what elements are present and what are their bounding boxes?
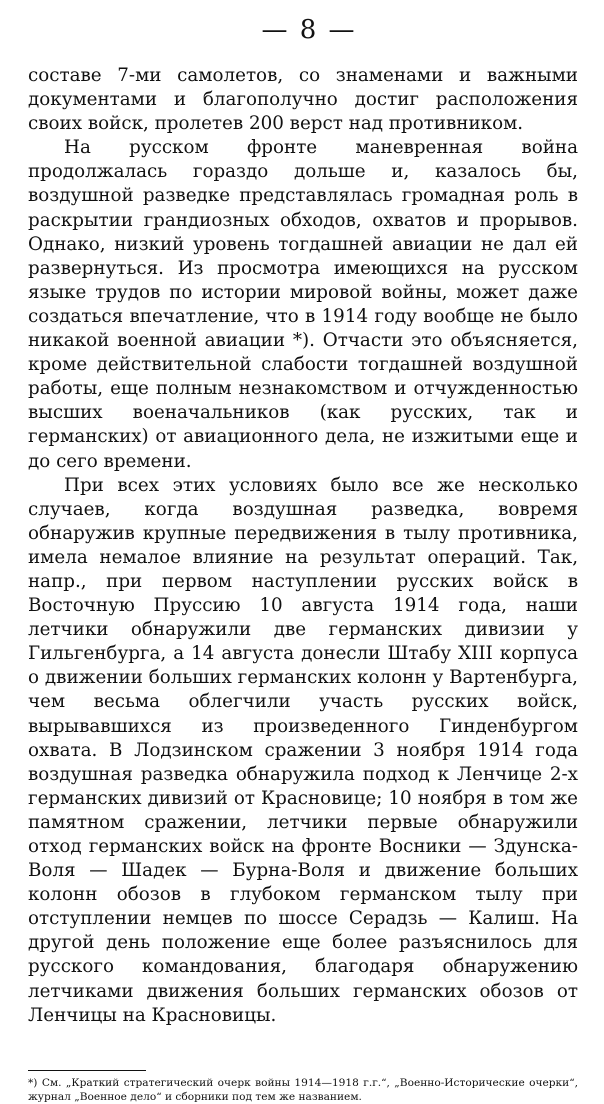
- paragraph-continuation: составе 7-ми самолетов, со знаменами и важными документами и благополучно достиг расположения своих войск, пролетев 200 верст над противником.: [28, 65, 578, 135]
- paragraph-reconnaissance-cases: При всех этих условиях было все же несколько случаев, когда воздушная разведка, вовремя обнаружив крупные передвижения в тылу противника, имела немалое влияние на результат операций. Так, напр., при первом наступлении русских войск в Восточную Пруссию 10 августа 1914 года, наши летчики обнаружили две германских дивизии у Гильгенбурга, а 14 августа донесли Штабу XIII корпуса о движении больших германских колонн у Вартенбурга, чем весьма облегчили участь русских войск, вырывавшихся из произведенного Гинденбургом охвата. В Лодзинском сражении 3 ноября 1914 года воздушная разведка обнаружила подход к Ленчице 2-х германских дивизий от Красновице; 10 ноября в том же памятном сражении, летчики первые обнаружили отход германских войск на фронте Восники — Здунска-Воля — Шадек — Бурна-Воля и движение больших колонн обозов в глубоком германском тылу при отступлении немцев по шоссе Серадзь — Калиш. На другой день положение еще более разъяснилось для русского командования, благодаря обнаружению летчиками движения больших германских обозов от Ленчицы на Красновицы.: [28, 474, 578, 1026]
- body-text: [28, 64, 578, 1028]
- paragraph-russian-front: На русском фронте маневренная война продолжалась гораздо дольше и, казалось бы, воздушной разведке представлялась громадная роль в раскрытии грандиозных обходов, охватов и прорывов. Однако, низкий уровень тогдашней авиации не дал ей развернуться. Из просмотра имеющихся на русском языке трудов по истории мировой войны, может даже создаться впечатление, что в 1914 году вообще не было никакой военной авиации *). Отчасти это объясняется, кроме действительной слабости тогдашней воздушной работы, еще полным незнакомством и отчужденностью высших военачальников (как русских, так и германских) от авиационного дела, не изжитыми еще и до сего времени.: [28, 137, 578, 472]
- page-number: — 8 —: [261, 15, 357, 45]
- footnote-divider: [28, 1070, 146, 1071]
- footnote: *) См. „Краткий стратегический очерк войны 1914—1918 г.г.“, „Военно-Исторические очерки“, журнал „Военное дело“ и сборники под тем же названием.: [28, 1076, 578, 1103]
